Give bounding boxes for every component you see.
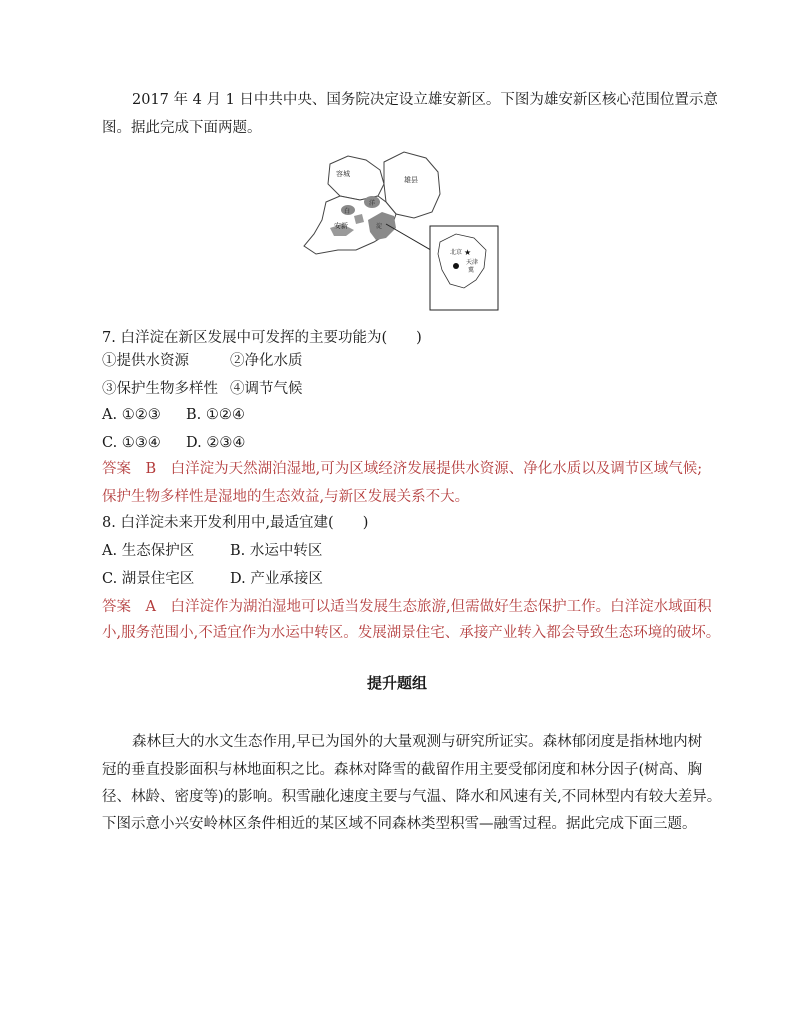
q7-answer-line-2: 保护生物多样性是湿地的生态效益,与新区发展关系不大。 (102, 489, 470, 505)
q8-option-b: B. 水运中转区 (230, 543, 323, 559)
xiongxian-region (384, 152, 440, 218)
rongcheng-region (328, 156, 384, 200)
map-label-rongcheng: 容城 (336, 170, 350, 178)
map-label-xiongxian: 雄县 (404, 176, 418, 184)
xiongan-location-map (300, 150, 500, 312)
passage-line-1: 森林巨大的水文生态作用,早已为国外的大量观测与研究所证实。森林郁闭度是指林地内树 (132, 734, 703, 750)
q8-answer-line-1: 答案 A 白洋淀作为湖泊湿地可以适当发展生态旅游,但需做好生态保护工作。白洋淀水域面积 (102, 599, 712, 615)
xiongan-location-dot (453, 263, 459, 269)
map-label-tianjin: 天津 (466, 259, 479, 266)
map-label-anxin: 安新 (334, 222, 348, 230)
q7-item-4: ④调节气候 (230, 381, 303, 397)
q7-stem: 7. 白洋淀在新区发展中可发挥的主要功能为( ) (102, 330, 422, 346)
q7-item-2: ②净化水质 (230, 353, 303, 369)
q7-item-3: ③保护生物多样性 (102, 381, 218, 397)
q8-answer-line-2: 小,服务范围小,不适宜作为水运中转区。发展湖景住宅、承接产业转入都会导致生态环境的破坏。 (102, 625, 721, 641)
map-label-ji: 冀 (468, 267, 475, 274)
map-label-bai: 白 (344, 208, 351, 215)
q8-option-d: D. 产业承接区 (230, 571, 323, 587)
q7-option-c: C. ①③④ (102, 435, 161, 451)
q7-answer-line-1: 答案 B 白洋淀为天然湖泊湿地,可为区域经济发展提供水资源、净化水质以及调节区域气候; (102, 461, 703, 477)
q8-option-c: C. 湖景住宅区 (102, 571, 195, 587)
map-label-yang: 洋 (369, 200, 376, 207)
intro-line-1: 2017 年 4 月 1 日中共中央、国务院决定设立雄安新区。下图为雄安新区核心范围位置示意 (132, 92, 718, 108)
q8-option-a: A. 生态保护区 (102, 543, 195, 559)
q7-option-a: A. ①②③ (102, 407, 161, 423)
q7-option-d: D. ②③④ (186, 435, 246, 451)
map-label-dian: 淀 (376, 223, 383, 230)
section-heading: 提升题组 (366, 674, 427, 692)
q7-option-b: B. ①②④ (186, 407, 245, 423)
q7-item-1: ①提供水资源 (102, 353, 189, 369)
passage-line-3: 径、林龄、密度等)的影响。积雪融化速度主要与气温、降水和风速有关,不同林型内有较大差异。 (102, 789, 722, 805)
passage-line-2: 冠的垂直投影面积与林地面积之比。森林对降雪的截留作用主要受郁闭度和林分因子(树高、胸 (102, 762, 703, 778)
map-label-beijing: 北京 (450, 249, 463, 256)
beijing-star-icon: ★ (464, 248, 472, 257)
passage-line-4: 下图示意小兴安岭林区条件相近的某区域不同森林类型积雪—融雪过程。据此完成下面三题。 (102, 816, 697, 832)
q8-stem: 8. 白洋淀未来开发利用中,最适宜建( ) (102, 515, 369, 531)
intro-line-2: 图。据此完成下面两题。 (102, 120, 262, 136)
